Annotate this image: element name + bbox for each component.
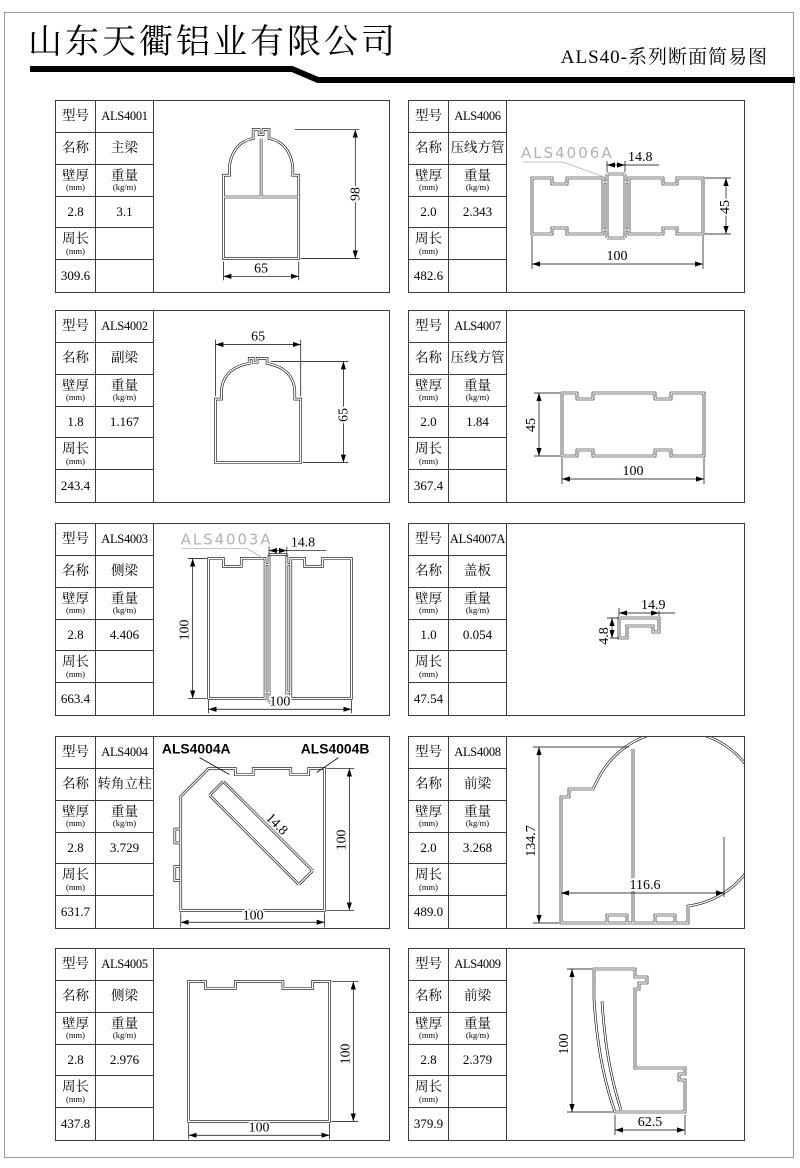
- dim-slot: 14.8: [290, 535, 316, 551]
- spec-table: 型号 ALS4002 名称 副梁 壁厚 (mm) 重量 (kg/m) 1.8 1.167 周长 (mm) 243.4: [56, 311, 154, 502]
- part-callout-b: ALS4004B: [300, 740, 370, 757]
- dim-height: 100: [557, 1033, 572, 1055]
- dim-width: 100: [248, 1120, 270, 1136]
- dim-width: 116.6: [629, 878, 661, 893]
- spec-table: 型号 ALS4009 名称 前梁 壁厚 (mm) 重量 (kg/m) 2.8 2.379 周长 (mm) 379.9: [409, 949, 507, 1140]
- perimeter-value: 309.6: [56, 260, 96, 292]
- profile-card-als4006: [408, 100, 745, 293]
- dim-width: 65: [251, 329, 266, 345]
- weight-value: 3.1: [116, 204, 133, 220]
- spec-table: 型号 ALS4004 名称 转角立柱 壁厚 (mm) 重量 (kg/m) 2.8 3.729 周长 (mm) 631.7: [56, 737, 154, 928]
- profile-card-als4002: [55, 310, 390, 503]
- spec-table: 型号 ALS4007 名称 压线方管 壁厚 (mm) 重量 (kg/m) 2.0 1.84 周长 (mm) 367.4: [409, 311, 507, 502]
- series-title: ALS40-系列断面简易图: [560, 47, 768, 68]
- profile-card-als4008: [408, 736, 745, 929]
- company-title: 山东天衢铝业有限公司: [28, 24, 398, 61]
- dim-slot: 14.8: [262, 810, 291, 839]
- dim-height: 45: [524, 418, 539, 432]
- dim-width: 100: [606, 249, 628, 264]
- weight-label: 重量 (kg/m): [111, 167, 138, 192]
- dim-height: 45: [718, 200, 733, 214]
- spec-table: 型号 ALS4006 名称 压线方管 壁厚 (mm) 重量 (kg/m) 2.0 2.343 周长 (mm) 482.6: [409, 101, 507, 292]
- cross-section-drawing: [154, 101, 389, 292]
- spec-table: [56, 101, 154, 292]
- part-callout-a: ALS4004A: [161, 740, 231, 757]
- cross-section-drawing: [154, 311, 389, 502]
- dim-width: 100: [622, 464, 644, 479]
- profile-card-als4003: [55, 523, 390, 716]
- part-callout: ALS4006A: [521, 144, 614, 162]
- name-value: 主梁: [111, 140, 138, 156]
- dim-width: 14.9: [641, 598, 666, 613]
- cross-section-drawing: [507, 311, 744, 502]
- dim-width: 100: [242, 908, 264, 924]
- profile-card-als4007a: [408, 523, 745, 716]
- dim-height: 65: [336, 407, 352, 422]
- dim-width: 65: [254, 261, 269, 277]
- dim-height: 98: [348, 187, 364, 201]
- dim-height: 4.8: [597, 627, 612, 645]
- dim-width: 100: [269, 694, 291, 710]
- thickness-label: 壁厚 (mm): [56, 165, 96, 196]
- cross-section-drawing: [154, 949, 389, 1140]
- profile-card-als4007: [408, 310, 745, 503]
- spec-table: 型号 ALS4007A 名称 盖板 壁厚 (mm) 重量 (kg/m) 1.0 0.054 周长 (mm) 47.54: [409, 524, 507, 715]
- cross-section-drawing: [507, 737, 744, 928]
- spec-table: 型号 ALS4005 名称 侧梁 壁厚 (mm) 重量 (kg/m) 2.8 2.976 周长 (mm) 437.8: [56, 949, 154, 1140]
- profile-card-als4009: [408, 948, 745, 1141]
- spec-table: 型号 ALS4008 名称 前梁 壁厚 (mm) 重量 (kg/m) 2.0 3.268 周长 (mm) 489.0: [409, 737, 507, 928]
- dim-slot: 14.8: [628, 150, 653, 165]
- cross-section-drawing: [507, 524, 744, 715]
- perimeter-label: 周长 (mm): [56, 228, 96, 259]
- cross-section-drawing: [154, 737, 389, 928]
- dim-width: 62.5: [637, 1115, 663, 1130]
- dim-height: 100: [177, 619, 193, 641]
- dim-height: 100: [334, 829, 350, 851]
- dim-height: 134.7: [524, 825, 539, 857]
- cross-section-drawing: [507, 949, 744, 1140]
- cross-section-drawing: [154, 524, 389, 715]
- profile-card-als4005: [55, 948, 390, 1141]
- part-callout: ALS4003A: [180, 530, 273, 549]
- profile-card-als4004: [55, 736, 390, 929]
- cross-section-drawing: [507, 101, 744, 292]
- dim-height: 100: [338, 1043, 354, 1065]
- model-label: 型号: [56, 101, 96, 132]
- name-label: 名称: [56, 133, 96, 164]
- model-value: ALS4001: [101, 108, 148, 123]
- thickness-value: 2.8: [56, 197, 96, 228]
- spec-table: 型号 ALS4003 名称 侧梁 壁厚 (mm) 重量 (kg/m) 2.8 4.406 周长 (mm) 663.4: [56, 524, 154, 715]
- profile-card-als4001: [55, 100, 390, 293]
